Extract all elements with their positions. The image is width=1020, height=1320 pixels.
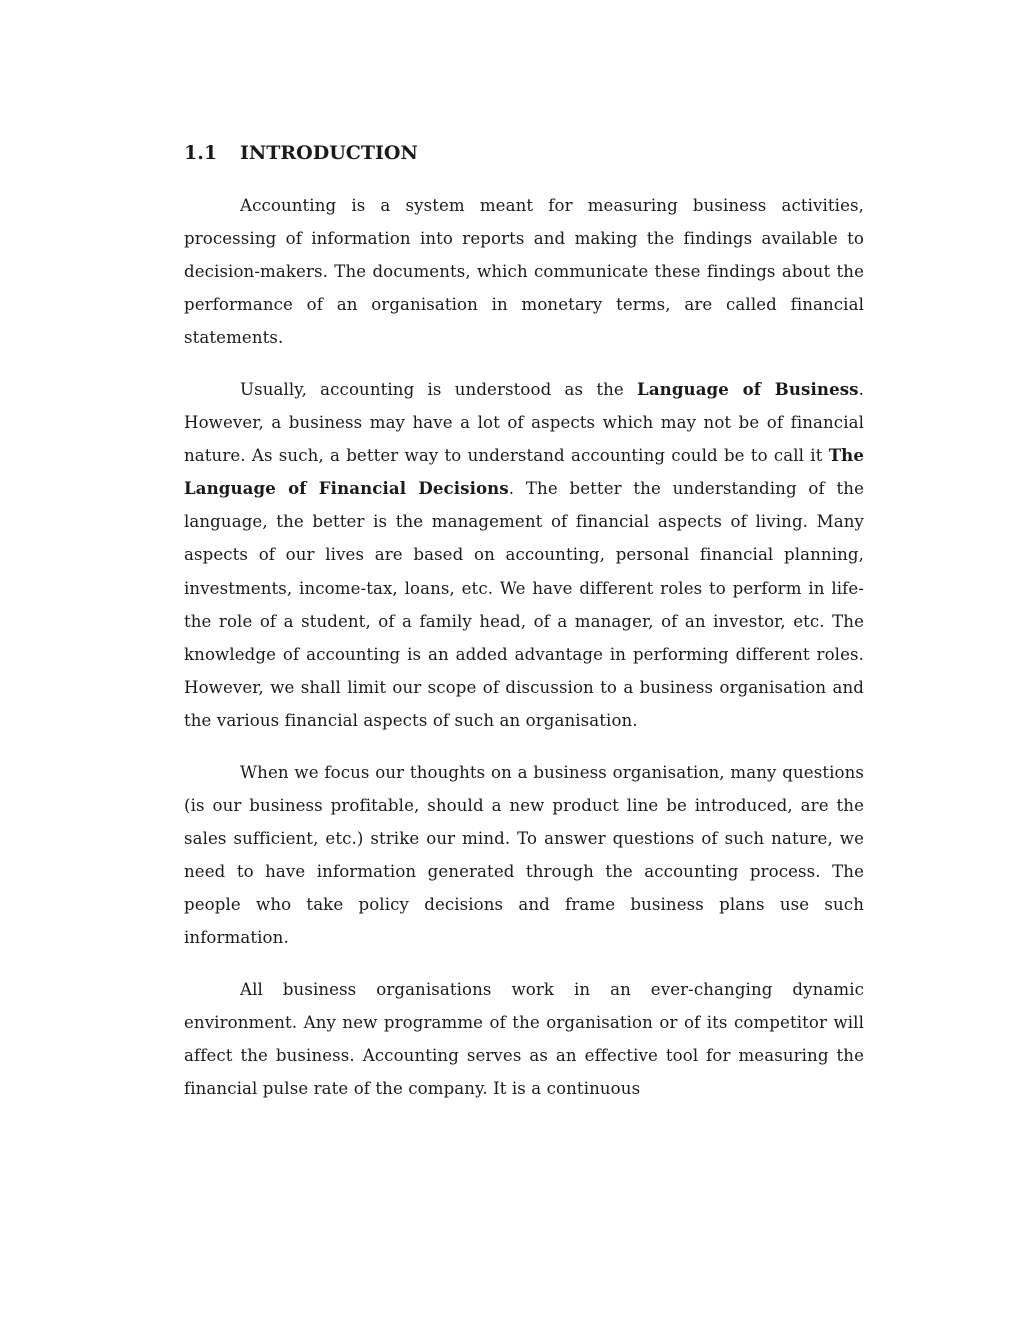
term-language-of-business: Language of Business: [637, 378, 859, 399]
paragraph-2-text-c: . The better the understanding of the language, the better is the management of financial aspects of living. Many aspects of our lives are based on accounting, personal financial planning, investments, income-tax, loans, etc. We have different roles to perform in life-the role of a student, of a family head, of a manager, of an investor, etc. The knowledge of accounting is an added advantage in performing different roles. However, we shall limit our scope of discussion to a business organisation and the various financial aspects of such an organisation.: [184, 479, 864, 730]
paragraph-3: When we focus our thoughts on a business organisation, many questions (is our business profitable, should a new product line be introduced, are the sales sufficient, etc.) strike our mind. To answer questions of such nature, we need to have information generated through the accounting process. The people who take policy decisions and frame business plans use such information.: [184, 762, 864, 947]
paragraph-2: [184, 373, 864, 737]
document-page: [184, 138, 864, 1123]
section-title: INTRODUCTION: [240, 142, 418, 164]
section-heading: [184, 138, 864, 168]
term-language-of-financial-decisions: The Language of Financial Decisions: [184, 445, 864, 499]
paragraph-2-text-b: . However, a business may have a lot of aspects which may not be of financial nature. As such, a better way to understand accounting could be to call it: [184, 379, 864, 466]
paragraph-4: All business organisations work in an ever-changing dynamic environment. Any new programme of the organisation or of its competitor will affect the business. Accounting serves as an effective tool for measuring the financial pulse rate of the company. It is a continuous: [184, 979, 864, 1098]
paragraph-1: Accounting is a system meant for measuring business activities, processing of information into reports and making the findings available to decision-makers. The documents, which communicate these findings about the performance of an organisation in monetary terms, are called financial statements.: [184, 196, 864, 348]
section-number: 1.1: [184, 142, 218, 164]
paragraph-2-text-a: Usually, accounting is understood as the: [240, 379, 638, 399]
